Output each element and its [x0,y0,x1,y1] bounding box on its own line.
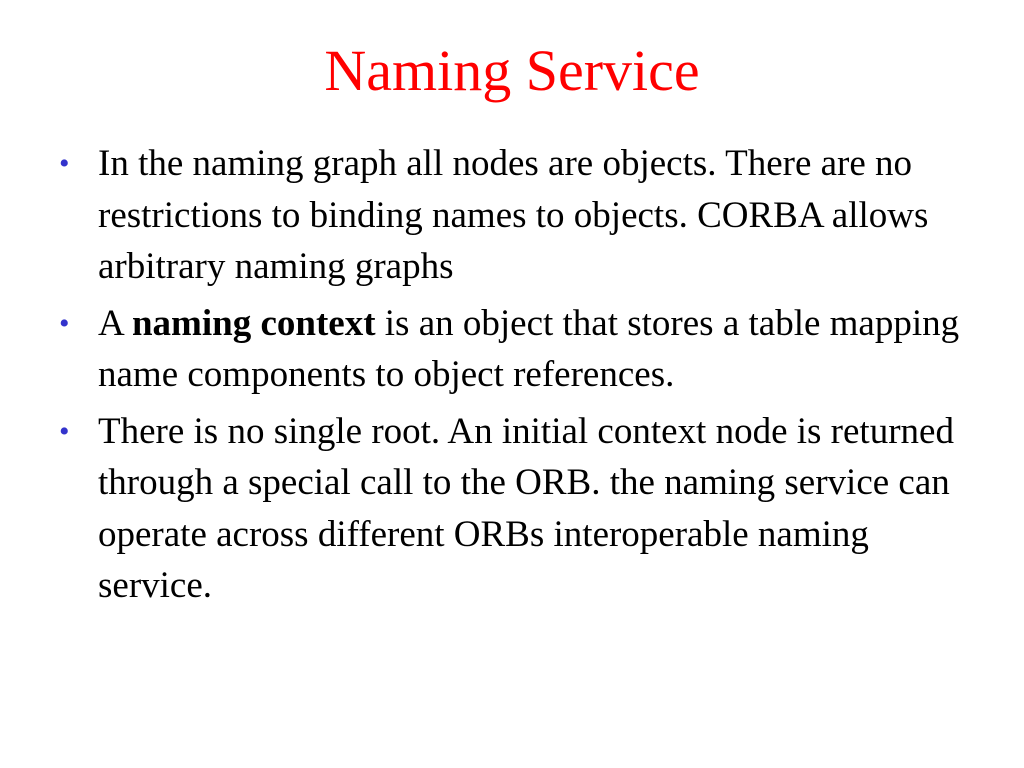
bold-term: naming context [131,302,376,344]
slide-title: Naming Service [324,38,700,103]
bullet-marker: • [59,414,70,448]
bullet-list [55,138,985,617]
bullet-item [55,406,985,612]
bullet-text: In the naming graph all nodes are objects. There are no restrictions to binding names to objects. CORBA allows arbitrary naming graphs [98,143,929,287]
bullet-marker: • [59,147,70,180]
bullet-marker: • [59,306,70,340]
bullet-text [98,303,959,396]
bullet-text-suffix: is an object that stores a table mapping name components to object references. [98,302,960,395]
bullet-text: There is no single root. An initial context node is returned through a special call to the ORB. the naming service can operate across different ORBs interoperable naming service. [98,410,954,606]
bullet-item [55,298,985,401]
bullet-text-prefix: A [98,302,132,344]
bullet-item [55,138,985,293]
